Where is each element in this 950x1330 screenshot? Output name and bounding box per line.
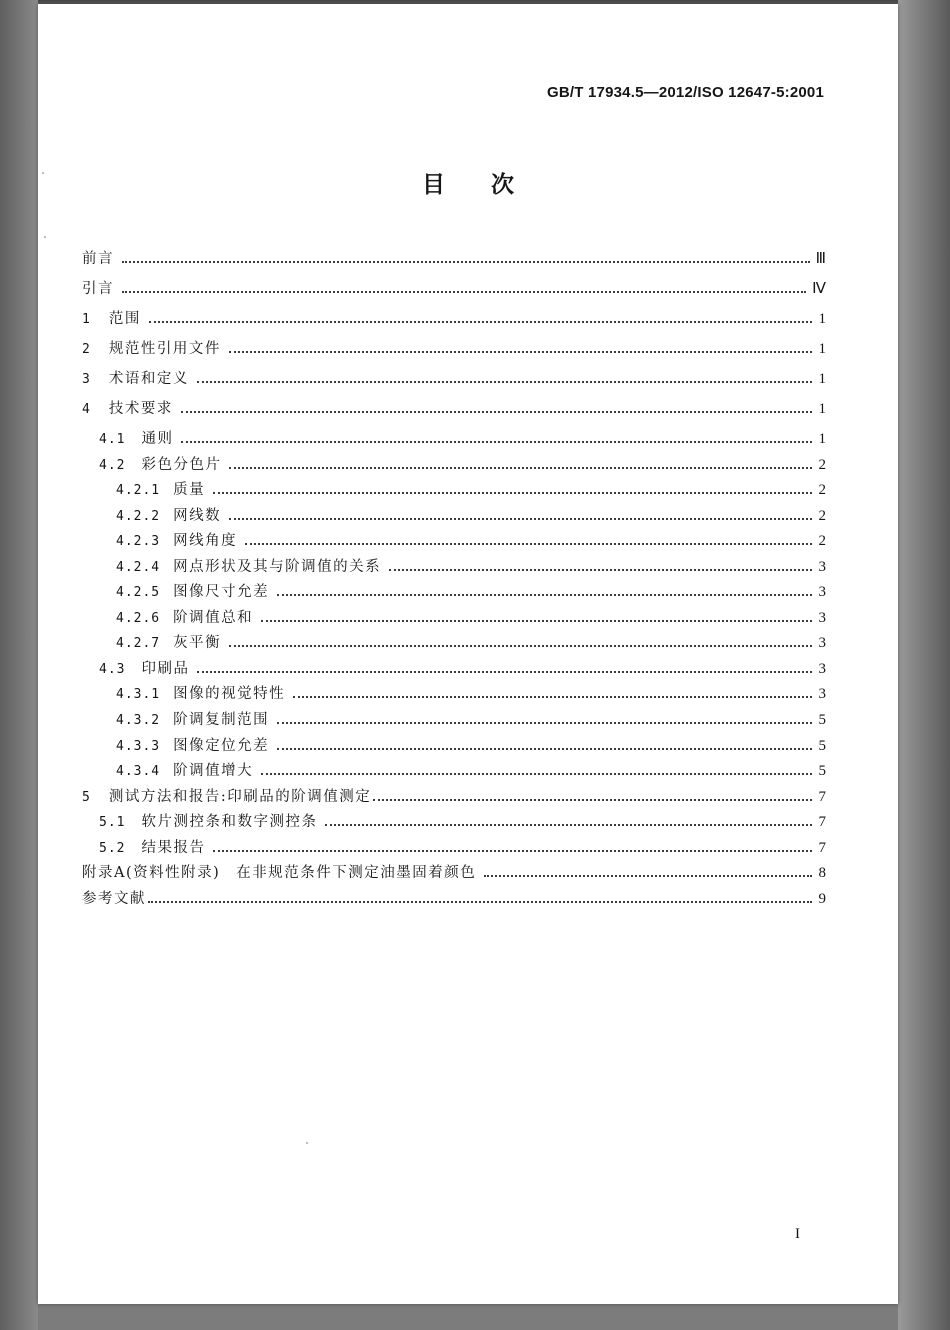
toc-label: 阶调复制范围 (173, 712, 270, 729)
toc-label: 附录A(资料性附录) 在非规范条件下测定油墨固着颜色 (82, 865, 477, 882)
dot-leader (213, 492, 812, 494)
toc-page: Ⅲ (815, 251, 826, 267)
toc-label: 彩色分色片 (141, 456, 222, 473)
dot-leader (229, 467, 812, 469)
toc-page: 7 (818, 788, 826, 805)
toc-number: 1 (82, 312, 91, 327)
toc-entry-3[interactable] (82, 367, 826, 397)
toc-label: 网线角度 (173, 533, 238, 550)
toc-page: 2 (818, 533, 826, 550)
toc-label: 阶调值总和 (173, 609, 254, 626)
toc-label: 网点形状及其与阶调值的关系 (173, 558, 382, 575)
toc-label: 结果报告 (141, 839, 206, 856)
toc-label: 阶调值增大 (173, 763, 254, 780)
toc-entry-4-2-2[interactable] (82, 504, 826, 530)
toc-number: 4.2.4 (116, 559, 161, 575)
toc-number: 4 (82, 402, 91, 417)
toc-label: 印刷品 (141, 660, 190, 677)
dot-leader (197, 381, 812, 383)
toc-label: 图像的视觉特性 (173, 686, 286, 703)
toc-entry-5-1[interactable] (82, 810, 826, 836)
toc-entry-4-2-1[interactable] (82, 478, 826, 504)
toc-label: 通则 (141, 431, 174, 447)
dot-leader (197, 671, 812, 673)
toc-entry-4-3-4[interactable] (82, 759, 826, 785)
toc-number: 4.3 (99, 661, 126, 677)
toc-page: 3 (818, 660, 826, 677)
dot-leader (261, 773, 812, 775)
toc-number: 2 (82, 342, 91, 357)
toc-label: 范围 (108, 311, 141, 327)
toc-label: 图像定位允差 (173, 737, 270, 754)
toc-number: 4.2.2 (116, 508, 161, 524)
toc-number: 4.1 (99, 432, 126, 447)
toc-number: 4.2 (99, 457, 126, 473)
toc-number: 5 (82, 789, 91, 805)
dot-leader (181, 411, 812, 413)
toc-number: 4.2.5 (116, 585, 161, 601)
toc-entry-bibliography[interactable] (82, 887, 826, 913)
toc-entry-5[interactable] (82, 785, 826, 811)
toc-entry-1[interactable] (82, 307, 826, 337)
dot-leader (277, 594, 812, 596)
toc-page: 1 (818, 311, 826, 327)
toc-page: 1 (818, 401, 826, 417)
toc-label: 术语和定义 (108, 371, 189, 387)
dot-leader (373, 799, 812, 801)
toc-number: 4.2.3 (116, 534, 161, 550)
dot-leader (122, 261, 810, 263)
dot-leader (229, 351, 812, 353)
toc-label: 质量 (173, 482, 206, 499)
toc-label: 图像尺寸允差 (173, 584, 270, 601)
toc-page: 3 (818, 686, 826, 703)
toc-page: 2 (818, 507, 826, 524)
toc-entry-4-2[interactable] (82, 453, 826, 479)
toc-number: 4.3.4 (116, 764, 161, 780)
dot-leader (229, 518, 812, 520)
toc-page: 1 (818, 341, 826, 357)
toc-entry-4-3[interactable] (82, 657, 826, 683)
toc-label: 参考文献 (82, 890, 146, 907)
toc-number: 5.1 (99, 815, 126, 831)
toc-label: 前言 (82, 251, 114, 267)
dot-leader (122, 291, 806, 293)
dot-leader (213, 850, 812, 852)
page-title: 目次 (422, 172, 560, 198)
toc-number: 4.3.1 (116, 687, 161, 703)
toc-label: 引言 (82, 281, 114, 297)
toc-number: 4.2.1 (116, 483, 161, 499)
toc-number: 4.2.6 (116, 610, 161, 626)
dot-leader (181, 441, 812, 443)
dot-leader (277, 748, 812, 750)
scan-border-right (898, 0, 950, 1330)
table-of-contents (82, 247, 826, 912)
scan-speck (44, 236, 46, 238)
toc-label: 测试方法和报告:印刷品的阶调值测定 (108, 788, 372, 805)
toc-entry-5-2[interactable] (82, 836, 826, 862)
toc-entry-4-3-1[interactable] (82, 682, 826, 708)
dot-leader (261, 620, 812, 622)
toc-page: 2 (818, 482, 826, 499)
toc-label: 软片测控条和数字测控条 (141, 814, 318, 831)
standard-code: GB/T 17934.5—2012/ISO 12647-5:2001 (547, 84, 824, 101)
toc-page: 8 (818, 865, 826, 882)
toc-entry-4-3-3[interactable] (82, 734, 826, 760)
toc-page: 1 (818, 431, 826, 447)
toc-entry-introduction[interactable] (82, 277, 826, 307)
dot-leader (277, 722, 812, 724)
toc-page: 2 (818, 456, 826, 473)
toc-entry-4-3-2[interactable] (82, 708, 826, 734)
toc-entry-annex-a[interactable] (82, 861, 826, 887)
dot-leader (484, 875, 812, 877)
toc-label: 技术要求 (108, 401, 173, 417)
document-page (38, 4, 898, 1304)
toc-number: 4.3.2 (116, 713, 161, 729)
toc-page: 5 (818, 712, 826, 729)
toc-number: 5.2 (99, 840, 126, 856)
toc-entry-4-1[interactable] (82, 427, 826, 453)
dot-leader (325, 824, 812, 826)
toc-label: 网线数 (173, 507, 222, 524)
toc-page: 3 (818, 558, 826, 575)
toc-entry-4-2-3[interactable] (82, 529, 826, 555)
toc-page: 7 (818, 839, 826, 856)
toc-page: 9 (818, 890, 826, 907)
toc-label: 规范性引用文件 (108, 341, 221, 357)
toc-page: 5 (818, 737, 826, 754)
dot-leader (245, 543, 812, 545)
toc-number: 4.2.7 (116, 636, 161, 652)
page-number: I (795, 1226, 800, 1242)
toc-page: 3 (818, 635, 826, 652)
toc-number: 3 (82, 372, 91, 387)
toc-page: Ⅳ (812, 281, 826, 297)
toc-entry-4-2-6[interactable] (82, 606, 826, 632)
toc-page: 3 (818, 584, 826, 601)
dot-leader (229, 645, 812, 647)
toc-entry-4-2-5[interactable] (82, 580, 826, 606)
toc-entry-4[interactable] (82, 397, 826, 427)
toc-label: 灰平衡 (173, 635, 222, 652)
toc-page: 1 (818, 371, 826, 387)
toc-entry-2[interactable] (82, 337, 826, 367)
scan-border-left (0, 0, 38, 1330)
toc-entry-foreword[interactable] (82, 247, 826, 277)
toc-page: 5 (818, 763, 826, 780)
dot-leader (148, 901, 812, 903)
toc-number: 4.3.3 (116, 738, 161, 754)
scan-speck (306, 1142, 308, 1144)
toc-entry-4-2-7[interactable] (82, 631, 826, 657)
toc-page: 7 (818, 814, 826, 831)
dot-leader (293, 696, 812, 698)
dot-leader (149, 321, 812, 323)
dot-leader (389, 569, 812, 571)
toc-page: 3 (818, 609, 826, 626)
toc-entry-4-2-4[interactable] (82, 555, 826, 581)
